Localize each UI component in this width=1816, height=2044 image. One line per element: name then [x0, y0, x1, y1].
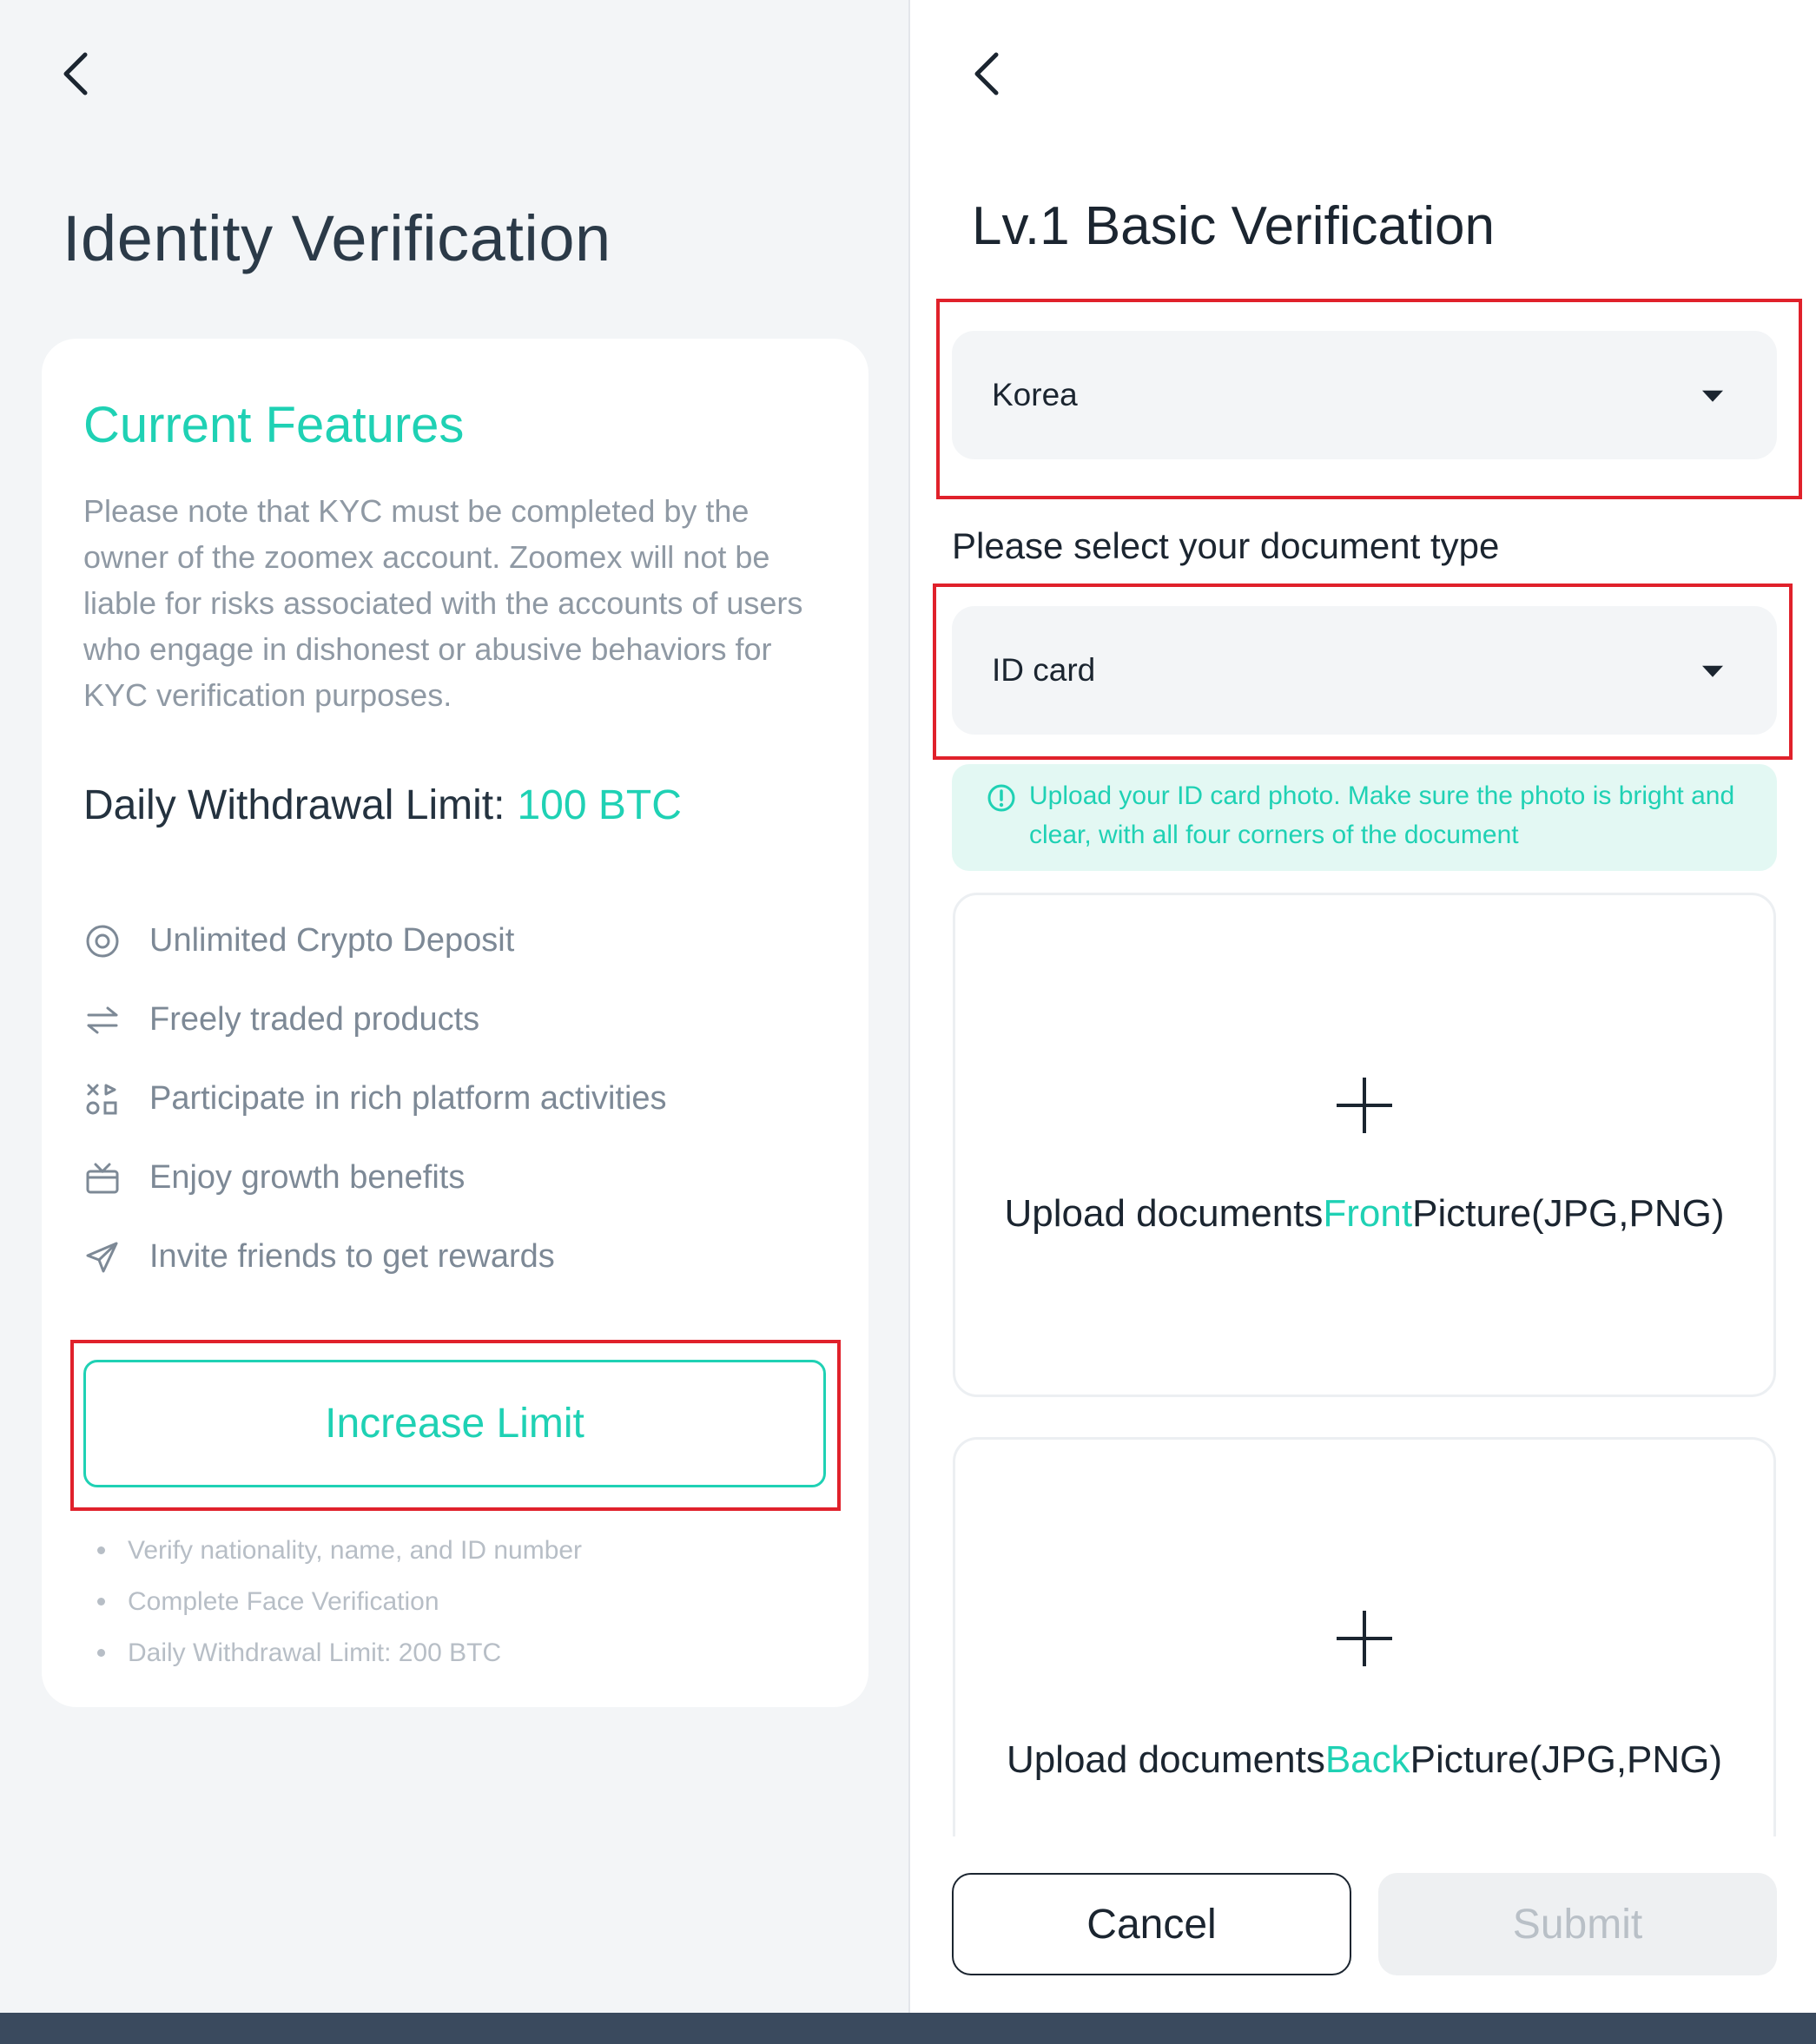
upload-highlight: Back [1324, 1738, 1410, 1781]
back-arrow-icon[interactable] [59, 48, 94, 100]
upload-back-label [955, 1738, 1773, 1782]
info-icon [987, 783, 1016, 813]
upload-prefix: Upload documents [1004, 1192, 1324, 1235]
list-item [97, 1627, 582, 1678]
target-icon [83, 922, 122, 960]
feature-item [83, 1217, 667, 1296]
bullet-dot [97, 1598, 105, 1606]
benefit-text: Verify nationality, name, and ID number [128, 1535, 583, 1565]
limit-label: Daily Withdrawal Limit: [83, 782, 505, 828]
swap-arrows-icon [83, 1001, 122, 1039]
next-level-benefits [97, 1525, 582, 1678]
benefit-text: Daily Withdrawal Limit: 200 BTC [128, 1638, 502, 1667]
upload-back-picture[interactable] [953, 1437, 1776, 1836]
document-type-value: ID card [992, 652, 1096, 688]
upload-front-picture[interactable] [953, 893, 1776, 1397]
feature-label: Freely traded products [149, 1001, 480, 1038]
page-title: Lv.1 Basic Verification [972, 196, 1495, 256]
list-item [97, 1576, 582, 1627]
list-item [97, 1525, 582, 1576]
feature-label: Unlimited Crypto Deposit [149, 922, 515, 959]
country-value: Korea [992, 377, 1078, 412]
feature-item [83, 901, 667, 980]
activities-icon [83, 1080, 122, 1118]
feature-item [83, 1059, 667, 1138]
kyc-notice: Please note that KYC must be completed by the owner of the zoomex account. Zoomex will not be liable for risks associated with the accounts of users who engage in dishonest or abusive behaviors for KYC verification purposes. [83, 493, 803, 713]
highlight-box [936, 299, 1802, 499]
highlight-box [933, 584, 1793, 760]
plus-icon [1337, 1078, 1392, 1133]
upload-highlight: Front [1323, 1192, 1413, 1235]
back-arrow-icon[interactable] [970, 48, 1005, 100]
feature-label: Invite friends to get rewards [149, 1238, 555, 1275]
plus-icon [1337, 1611, 1392, 1666]
cancel-button[interactable]: Cancel [952, 1873, 1351, 1975]
feature-label: Enjoy growth benefits [149, 1159, 466, 1196]
page-title: Identity Verification [63, 202, 611, 274]
feature-list [83, 901, 667, 1296]
feature-item [83, 1138, 667, 1217]
document-type-label: Please select your document type [952, 525, 1500, 566]
paper-plane-icon [83, 1238, 122, 1276]
feature-item [83, 980, 667, 1059]
feature-label: Participate in rich platform activities [149, 1080, 667, 1117]
upload-front-label [955, 1192, 1773, 1236]
bottom-bar [0, 2013, 1816, 2044]
increase-limit-button[interactable]: Increase Limit [83, 1360, 826, 1487]
upload-suffix: Picture(JPG,PNG) [1412, 1192, 1725, 1235]
gift-icon [83, 1159, 122, 1197]
tip-text: Upload your ID card photo. Make sure the photo is bright and clear, with all four corners of the document [1029, 781, 1735, 849]
upload-tip [952, 764, 1777, 871]
bullet-dot [97, 1649, 105, 1657]
daily-withdrawal-limit [83, 781, 682, 829]
submit-button[interactable]: Submit [1378, 1873, 1777, 1975]
identity-verification-screen [0, 0, 908, 2013]
benefit-text: Complete Face Verification [128, 1586, 439, 1616]
bullet-dot [97, 1546, 105, 1554]
features-title: Current Features [83, 397, 465, 453]
limit-value: 100 BTC [517, 782, 682, 828]
upload-prefix: Upload documents [1006, 1738, 1325, 1781]
highlight-box [70, 1340, 841, 1511]
upload-suffix: Picture(JPG,PNG) [1410, 1738, 1723, 1781]
